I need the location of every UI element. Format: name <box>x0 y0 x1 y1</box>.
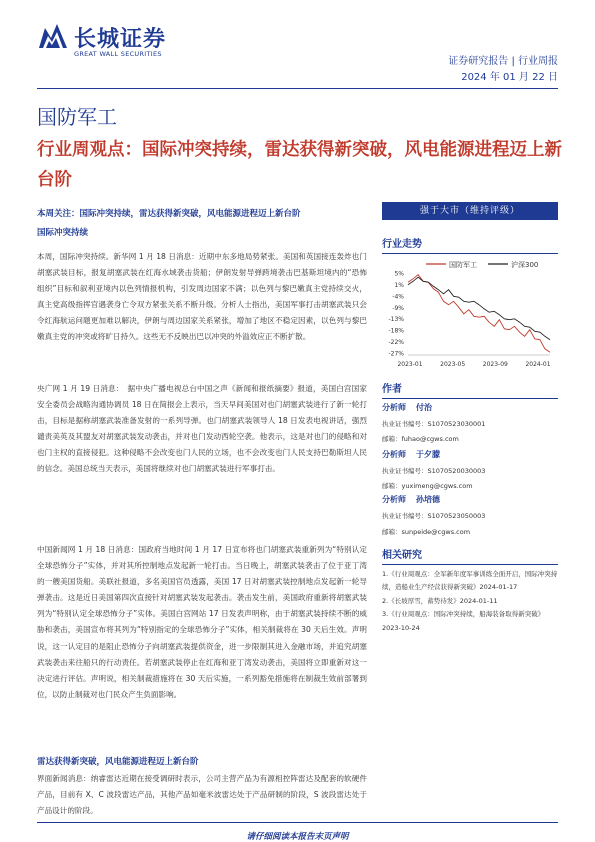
related-research-list <box>382 568 558 635</box>
y-tick-label: -9% <box>392 304 404 312</box>
industry-trend-chart <box>382 255 558 373</box>
authors-heading: 作者 <box>382 380 558 399</box>
x-tick-label: 2023-01 <box>397 361 423 368</box>
analyst-1: 分析师 付治 <box>382 403 432 412</box>
x-tick-label: 2023-05 <box>440 361 466 368</box>
analyst-2: 分析师 于夕朦 <box>382 450 440 459</box>
header-divider <box>37 88 558 89</box>
y-tick-label: 1% <box>394 281 404 289</box>
analyst-2-license: 执业证书编号：S1070520030003 <box>382 467 486 475</box>
analyst-1-email[interactable]: 邮箱：fuhao@cgws.com <box>382 435 459 443</box>
analyst-3-license: 执业证书编号：S1070523050003 <box>382 512 486 520</box>
legend-label: 国防军工 <box>449 261 477 269</box>
y-tick-label: 5% <box>394 270 404 278</box>
footer-disclaimer: 请仔细阅读本报告末页声明 <box>246 832 349 842</box>
logo-chinese-name: 长城证券 <box>74 26 167 52</box>
trend-heading: 行业走势 <box>382 235 558 254</box>
related-item[interactable]: 1.《行业周观点：全军新年度军事训练全面开启，国际冲突持续，造船业生产经营获得新突破》2024-01-17 <box>382 570 558 592</box>
legend-label: 沪深300 <box>511 261 539 269</box>
section-heading-conflict: 国际冲突持续 <box>37 228 89 238</box>
report-date: 2024 年 01 月 22 日 <box>461 72 558 83</box>
document-type: 证券研究报告 | 行业周报 <box>448 56 558 67</box>
y-tick-label: -4% <box>392 293 404 301</box>
footer-divider <box>37 822 558 823</box>
logo-english-name: GREAT WALL SECURITIES <box>74 50 162 58</box>
body-paragraph-3: 中国新闻网 1 月 18 日消息：国政府当地时间 1 月 17 日宣布将也门胡塞武装重新列为“特别认定全球恐怖分子”实体，并对其所控制地点发起新一轮打击。当日晚上，胡塞武装袭击了位于亚丁湾的一艘美国货船。美联社报道，多名美国官员透露，美国 17 日对胡塞武装控制地点发起新一轮导弹袭击。这是近日美国第四次直接针对胡塞武装发起袭击。袭击发生前，美国政府重新将胡塞武装列为“特别认定全球恐怖分子”实体。美国白宫网站 17 日发表声明称，由于胡塞武装持续不断的威胁和袭击，美国宣布将其列为“特别指定的全球恐怖分子”实体，相关制裁将在 30 天后生效。声明说，这一认定目的是阻止恐怖分子向胡塞武装提供资金，进一步限制其进入金融市场，并追究胡塞武装袭击来往船只的行动责任。若胡塞武装停止在红海和亚丁湾发动袭击，美国将立即重新对这一决定进行评估。声明说，相关制裁措施将在 30 天后实施，一系列豁免措施将在制裁生效前部署到位，以防止制裁对也门民众产生负面影响。 <box>37 545 367 699</box>
body-paragraph-1: 本周，国际冲突持续。新华网 1 月 18 日消息：近期中东多地局势紧张。美国和英国接连轰炸也门胡塞武装目标，报复胡塞武装在红海水域袭击货船；伊朗发射导弹跨境袭击巴基斯坦境内的“恐怖组织”目标和叙利亚境内以色列情报机构，引发周边国家不满；以色列与黎巴嫩真主党持续交火，真主党高级指挥官遇袭身亡令双方紧张关系不断升级。分析人士指出，美国军事打击胡塞武装只会令红海航运问题更加难以解决，伊朗与周边国家关系紧张，增加了地区不稳定因素，以色列与黎巴嫩真主党的冲突或将旷日持久。这些无不反映出巴以冲突的外溢效应正不断扩散。 <box>37 252 367 342</box>
x-tick-label: 2024-01 <box>525 361 551 368</box>
great-wall-logo-icon <box>37 22 69 50</box>
related-item[interactable]: 2.《长坡厚雪，蓄势待发》2024-01-11 <box>382 596 498 605</box>
report-title: 行业周观点：国际冲突持续，雷达获得新突破，风电能源进程迈上新台阶 <box>37 140 562 190</box>
analyst-3-email[interactable]: 邮箱：sunpeide@cgws.com <box>382 528 471 536</box>
y-tick-label: -13% <box>388 316 404 324</box>
related-item[interactable]: 3.《行业周观点：国际冲突持续，船海装备取得新突破》2023-10-24 <box>382 610 545 632</box>
weekly-focus: 本周关注：国际冲突持续，雷达获得新突破，风电能源进程迈上新台阶 <box>37 209 301 219</box>
analyst-1-license: 执业证书编号：S1070523030001 <box>382 420 486 428</box>
analyst-2-email[interactable]: 邮箱：yuximeng@cgws.com <box>382 482 473 490</box>
section-heading-radar: 雷达获得新突破，风电能源进程迈上新台阶 <box>37 757 199 767</box>
y-tick-label: -18% <box>388 327 404 335</box>
sector-name: 国防军工 <box>37 105 117 129</box>
body-paragraph-4: 界面新闻消息：纳睿雷达近期在接受调研时表示，公司主营产品为有源相控阵雷达及配套的软硬件产品，目前有 X、C 波段雷达产品，其他产品如毫米波雷达处于产品研制的阶段，S 波段雷达处于产品设计的阶段。 <box>37 774 367 816</box>
analyst-3: 分析师 孙培德 <box>382 495 440 504</box>
y-tick-label: -27% <box>388 350 404 358</box>
y-tick-label: -22% <box>388 339 404 347</box>
rating-badge: 强于大市（维持评级） <box>382 202 558 220</box>
body-paragraph-2: 央广网 1 月 19 日消息： 据中央广播电视总台中国之声《新闻和报纸摘要》报道，美国白宫国家安全委员会战略沟通协调员 18 日在简报会上表示，当天早间美国对也门胡塞武装进行了新一轮打击，目标是据称胡塞武装准备发射的一系列导弹。也门胡塞武装领导人 18 日发表电视讲话，强烈谴责美英及其盟友对胡塞武装发动袭击，并对也门发动西轮空袭。他表示，这是对也门的侵略和对也门主权的直接侵犯。这种侵略不会改变也门人民的立场，也不会改变也门人民支持巴勒斯坦人民的信念。美国总统当天表示，美国将继续对也门胡塞武装进行军事打击。 <box>37 384 367 474</box>
series-line-defense <box>408 275 550 353</box>
related-research-heading: 相关研究 <box>382 546 558 565</box>
x-tick-label: 2023-09 <box>482 361 508 368</box>
